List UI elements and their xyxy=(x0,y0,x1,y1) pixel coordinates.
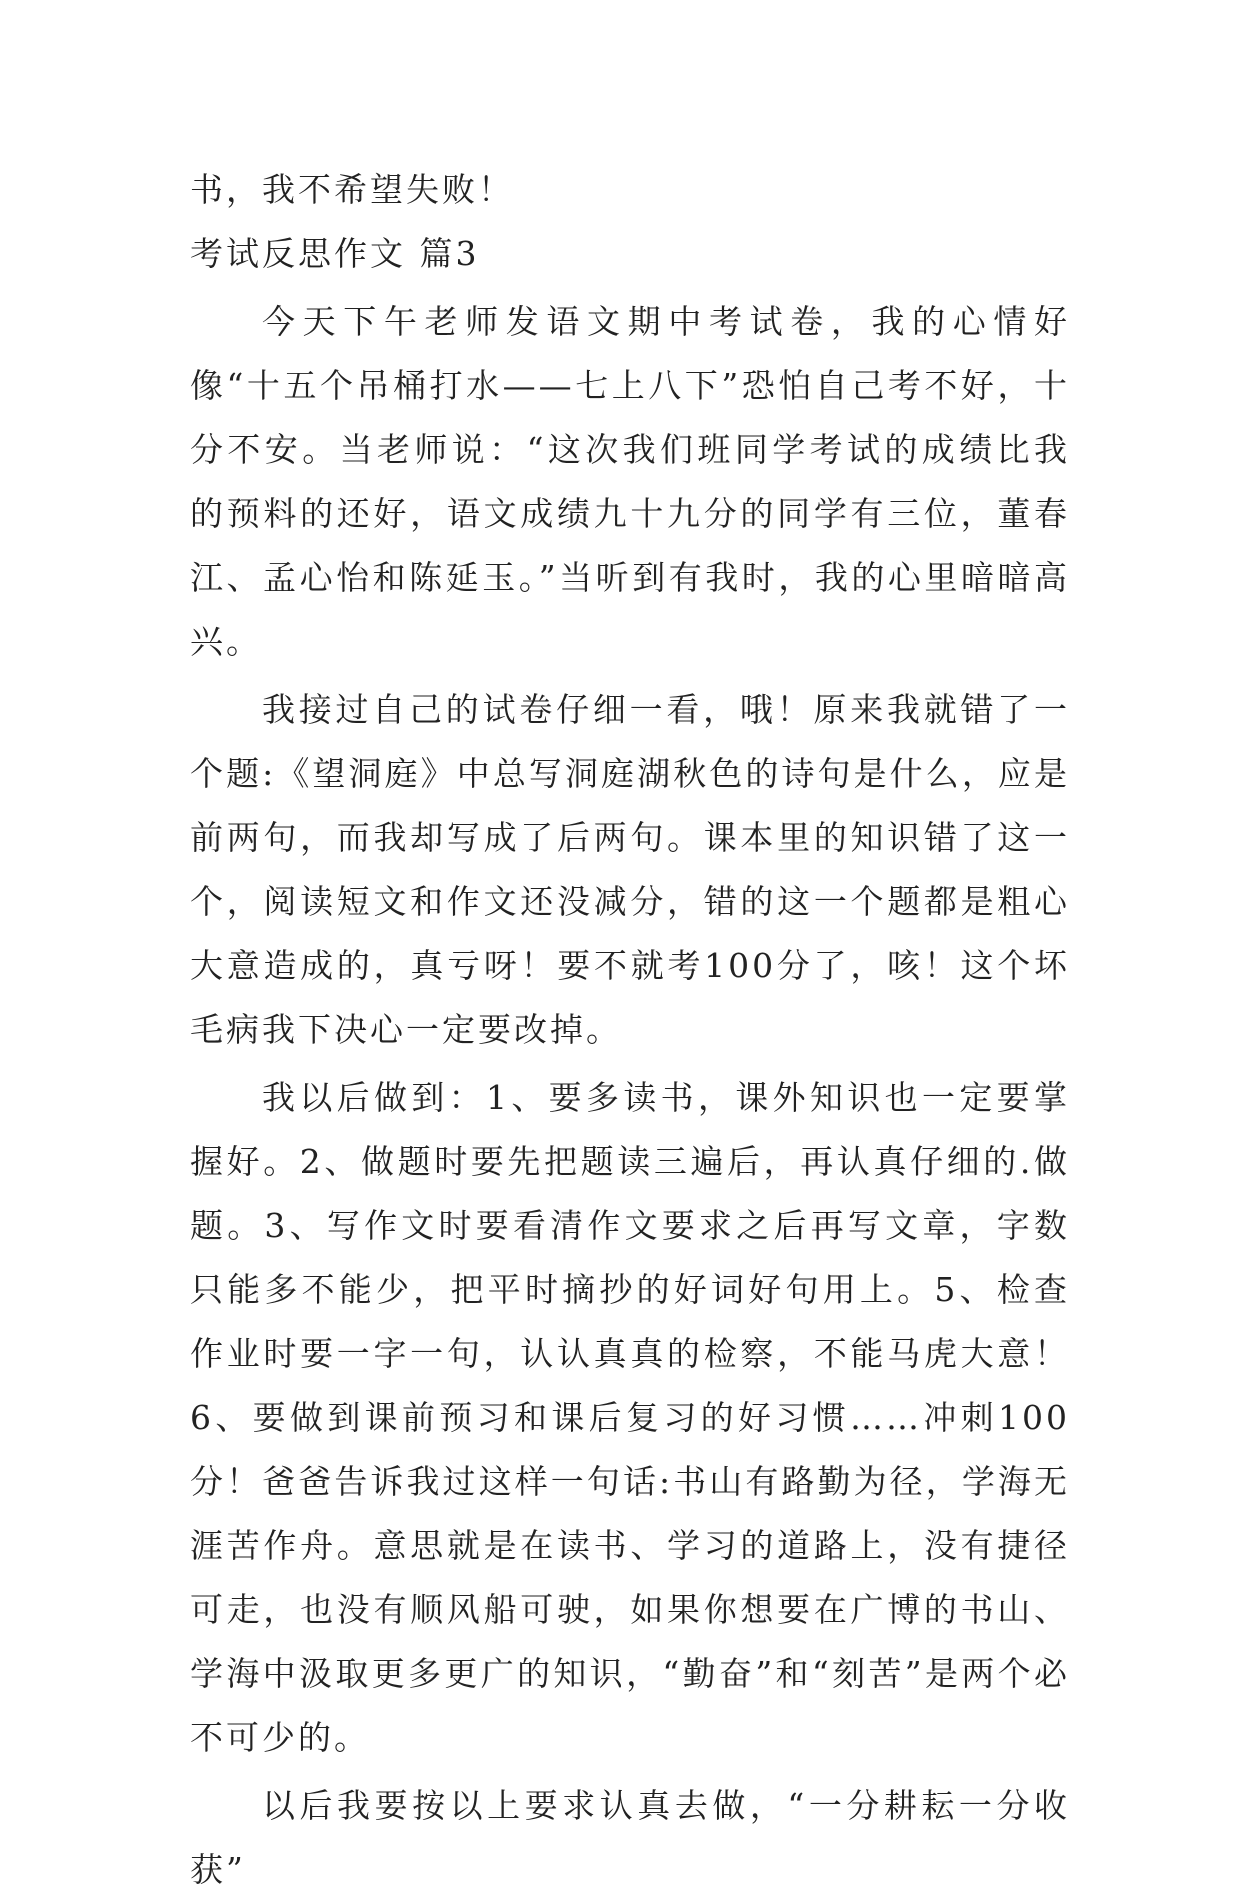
paragraph-3: 我以后做到：1、要多读书，课外知识也一定要掌握好。2、做题时要先把题读三遍后，再认真仔细的.做题。3、写作文时要看清作文要求之后再写文章，字数只能多不能少，把平时摘抄的好词好句用上。5、检查作业时要一字一句，认认真真的检察，不能马虎大意！6、要做到课前预习和课后复习的好习惯……冲刺100分！爸爸告诉我过这样一句话:书山有路勤为径，学海无涯苦作舟。意思就是在读书、学习的道路上，没有捷径可走，也没有顺风船可驶，如果你想要在广博的书山、学海中汲取更多更广的知识，“勤奋”和“刻苦”是两个必不可少的。 xyxy=(190,1078,1070,1757)
essay-heading: 考试反思作文 篇3 xyxy=(190,234,480,273)
document-body xyxy=(190,158,1070,1902)
paragraph-1: 今天下午老师发语文期中考试卷，我的心情好像“十五个吊桶打水——七上八下”恐怕自己考不好，十分不安。当老师说：“这次我们班同学考试的成绩比我的预料的还好，语文成绩九十九分的同学有三位，董春江、孟心怡和陈延玉。”当听到有我时，我的心里暗暗高兴。 xyxy=(190,302,1070,661)
carryover-line: 书，我不希望失败！ xyxy=(190,170,514,209)
paragraph-4: 以后我要按以上要求认真去做，“一分耕耘一分收获” xyxy=(190,1786,1070,1889)
paragraph-2: 我接过自己的试卷仔细一看，哦！原来我就错了一个题:《望洞庭》中总写洞庭湖秋色的诗句是什么，应是前两句，而我却写成了后两句。课本里的知识错了这一个，阅读短文和作文还没减分，错的这一个题都是粗心大意造成的，真亏呀！要不就考100分了，咳！这个坏毛病我下决心一定要改掉。 xyxy=(190,690,1070,1049)
